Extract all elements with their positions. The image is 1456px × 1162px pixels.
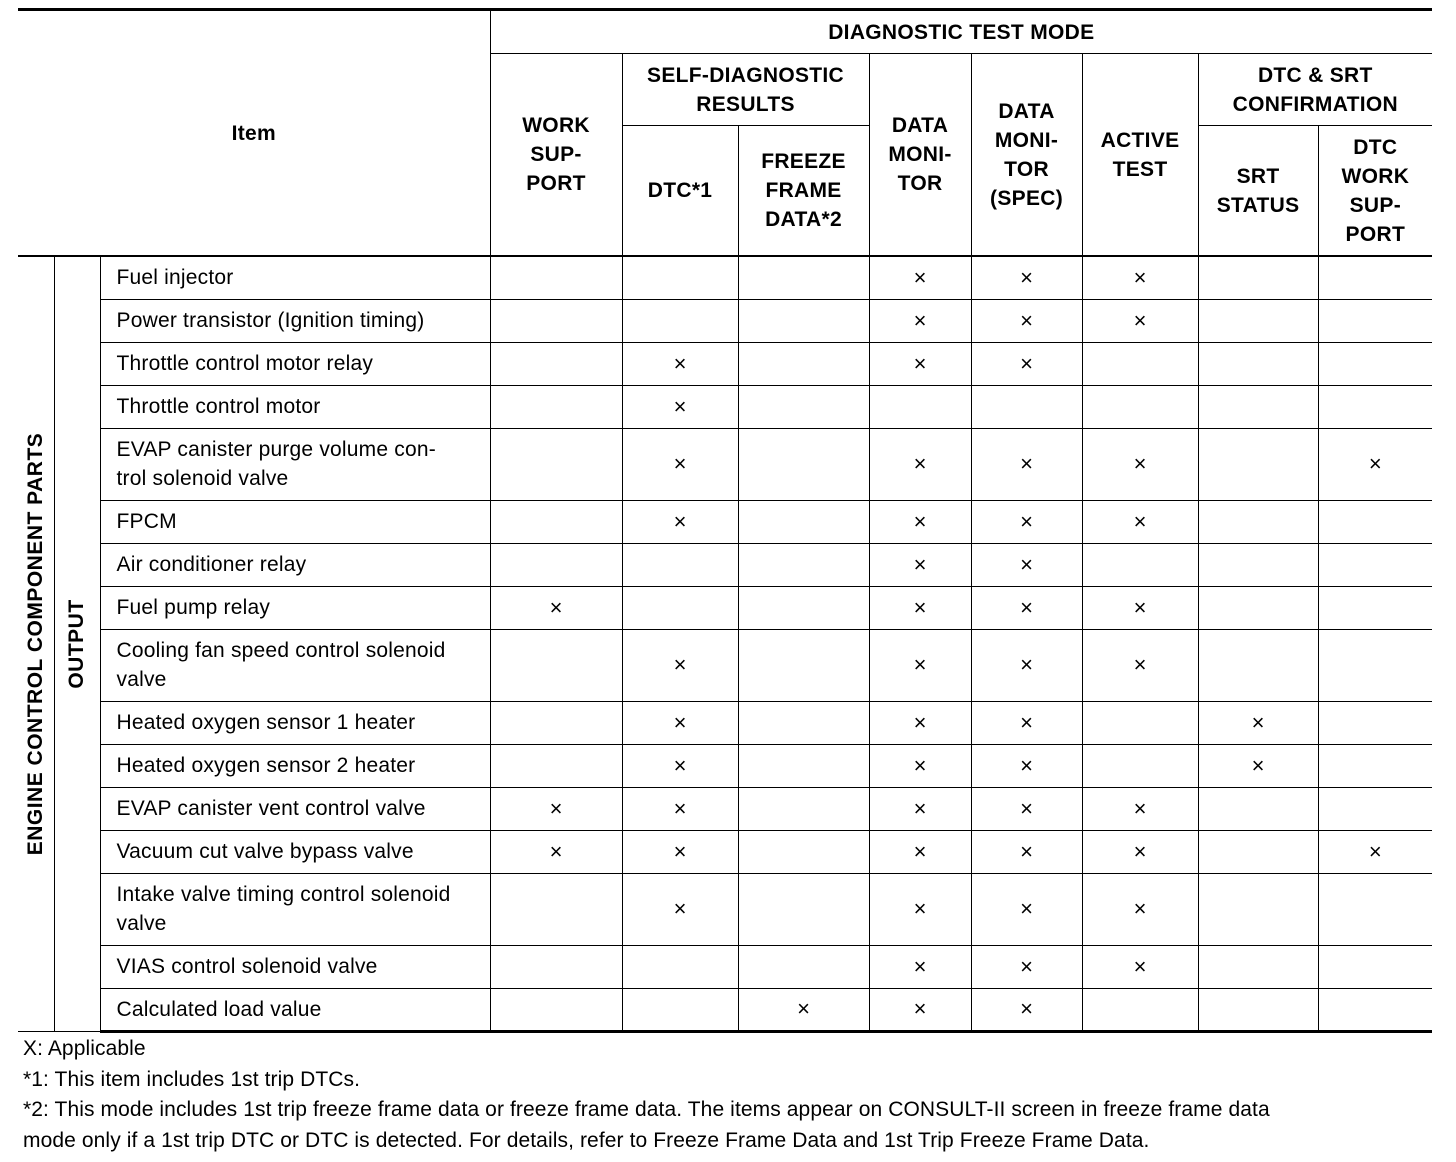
data-monitor-cell [869, 988, 971, 1031]
dtc-cell [622, 629, 738, 701]
item-name [100, 256, 490, 299]
applicable-mark: × [673, 896, 687, 921]
srt-status-cell [1198, 543, 1318, 586]
srt-status-cell [1198, 500, 1318, 543]
applicable-mark: × [1020, 551, 1033, 577]
dtc-work-support-cell [1318, 256, 1432, 299]
header-line: DATA [891, 114, 949, 137]
active-test-header [1082, 54, 1198, 257]
item-name [100, 744, 490, 787]
data-monitor-spec-cell [971, 988, 1082, 1031]
srt-status-cell [1198, 428, 1318, 500]
self-diagnostic-results-header [622, 54, 869, 126]
work-support-cell [490, 744, 622, 787]
applicable-mark: × [1020, 709, 1033, 735]
header-line: SELF-DIAGNOSTIC [647, 63, 845, 87]
dtc-work-support-cell [1318, 500, 1432, 543]
dtc-cell [622, 586, 738, 629]
dtc-work-support-cell [1318, 873, 1432, 945]
data-monitor-cell [869, 830, 971, 873]
table-row [18, 543, 1432, 586]
item-name-line: Heated oxygen sensor 1 heater [116, 711, 416, 734]
data-monitor-spec-cell [971, 543, 1082, 586]
freeze-frame-cell [738, 945, 869, 988]
work-support-cell [490, 787, 622, 830]
applicable-mark: × [1020, 896, 1033, 921]
applicable-mark: × [1020, 350, 1033, 376]
srt-status-cell [1198, 701, 1318, 744]
header-line: TOR [1004, 157, 1049, 181]
table-row [18, 342, 1432, 385]
freeze-frame-cell [738, 988, 869, 1031]
item-name-line: Cooling fan speed control solenoid [116, 639, 446, 662]
work-support-cell [490, 342, 622, 385]
item-name-line: VIAS control solenoid valve [116, 955, 378, 978]
freeze-frame-cell [738, 500, 869, 543]
srt-status-cell [1198, 830, 1318, 873]
data-monitor-cell [869, 385, 971, 428]
dtc-cell [622, 342, 738, 385]
header-line: TOR [897, 172, 943, 195]
active-test-cell [1082, 385, 1198, 428]
data-monitor-cell [869, 701, 971, 744]
item-name [100, 629, 490, 701]
active-test-cell [1082, 342, 1198, 385]
data-monitor-spec-header [971, 54, 1082, 257]
applicable-mark: × [1020, 652, 1033, 677]
data-monitor-cell [869, 787, 971, 830]
data-monitor-spec-cell [971, 744, 1082, 787]
work-support-cell [490, 873, 622, 945]
dtc-cell [622, 299, 738, 342]
item-name-line: valve [116, 668, 167, 691]
dtc-header: DTC*1 [622, 126, 738, 257]
applicable-mark: × [1020, 795, 1033, 821]
header-line: SRT [1236, 164, 1280, 188]
active-test-cell [1082, 586, 1198, 629]
applicable-mark: × [1251, 752, 1265, 778]
applicable-mark: × [1020, 752, 1033, 778]
applicable-mark: × [1020, 451, 1033, 476]
header-line: WORK [522, 114, 590, 137]
dtc-work-support-cell [1318, 701, 1432, 744]
work-support-cell [490, 945, 622, 988]
applicable-mark: × [1251, 709, 1265, 735]
header-line: SUP- [1349, 193, 1401, 217]
item-name [100, 988, 490, 1031]
srt-status-cell [1198, 988, 1318, 1031]
freeze-frame-cell [738, 586, 869, 629]
dtc-work-support-cell [1318, 787, 1432, 830]
table-row [18, 945, 1432, 988]
active-test-cell [1082, 500, 1198, 543]
subgroup-cell [54, 256, 100, 1031]
item-name-line: Throttle control motor [116, 395, 321, 418]
header-line: SUP- [530, 143, 582, 166]
diagnostic-mode-table [18, 8, 1432, 1033]
srt-status-cell [1198, 342, 1318, 385]
table-row [18, 500, 1432, 543]
header-line: DATA [998, 99, 1055, 123]
freeze-frame-cell [738, 428, 869, 500]
applicable-mark: × [1133, 953, 1147, 979]
freeze-frame-cell [738, 701, 869, 744]
item-name-line: Heated oxygen sensor 2 heater [116, 754, 416, 777]
data-monitor-spec-cell [971, 385, 1082, 428]
applicable-mark: × [1020, 996, 1033, 1021]
item-name [100, 500, 490, 543]
work-support-cell [490, 629, 622, 701]
header-line: TEST [1112, 157, 1168, 181]
data-monitor-spec-cell [971, 342, 1082, 385]
work-support-cell [490, 500, 622, 543]
item-name-line: FPCM [116, 510, 177, 533]
dtc-work-support-cell [1318, 586, 1432, 629]
header-line: (SPEC) [990, 186, 1064, 210]
item-name [100, 787, 490, 830]
applicable-mark: × [1020, 838, 1033, 864]
applicable-mark: × [1133, 451, 1147, 476]
header-line: RESULTS [696, 92, 795, 116]
dtc-work-support-header [1318, 126, 1432, 257]
applicable-mark: × [549, 838, 563, 864]
data-monitor-cell [869, 342, 971, 385]
dtc-work-support-cell [1318, 342, 1432, 385]
data-monitor-cell [869, 256, 971, 299]
applicable-mark: × [549, 795, 563, 821]
data-monitor-spec-cell [971, 629, 1082, 701]
applicable-mark: × [913, 264, 927, 290]
applicable-mark: × [913, 451, 927, 476]
data-monitor-header [869, 54, 971, 257]
group-label: ENGINE CONTROL COMPONENT PARTS [23, 432, 47, 856]
active-test-cell [1082, 744, 1198, 787]
data-monitor-cell [869, 586, 971, 629]
applicable-mark: × [913, 594, 927, 620]
freeze-frame-cell [738, 543, 869, 586]
table-row [18, 256, 1432, 299]
work-support-header [490, 54, 622, 257]
srt-status-cell [1198, 256, 1318, 299]
freeze-frame-header [738, 126, 869, 257]
freeze-frame-cell [738, 787, 869, 830]
work-support-cell [490, 543, 622, 586]
srt-status-cell [1198, 385, 1318, 428]
table-row [18, 744, 1432, 787]
note-applicable: X: Applicable [23, 1037, 146, 1060]
table-row [18, 629, 1432, 701]
freeze-frame-cell [738, 256, 869, 299]
applicable-mark: × [673, 838, 687, 864]
header-line: PORT [526, 172, 586, 195]
work-support-cell [490, 299, 622, 342]
applicable-mark: × [913, 350, 927, 376]
dtc-cell [622, 256, 738, 299]
srt-status-cell [1198, 629, 1318, 701]
dtc-cell [622, 385, 738, 428]
applicable-mark: × [913, 652, 927, 677]
data-monitor-cell [869, 629, 971, 701]
item-name-line: Vacuum cut valve bypass valve [116, 840, 414, 863]
applicable-mark: × [673, 652, 687, 677]
data-monitor-cell [869, 744, 971, 787]
item-name [100, 873, 490, 945]
data-monitor-cell [869, 543, 971, 586]
dtc-work-support-cell [1318, 385, 1432, 428]
applicable-mark: × [1133, 264, 1147, 290]
applicable-mark: × [1133, 594, 1147, 620]
work-support-cell [490, 256, 622, 299]
srt-status-cell [1198, 586, 1318, 629]
note-2-line-1: *2: This mode includes 1st trip freeze frame data or freeze frame data. The items appear on CONSULT-II screen in freeze frame data [23, 1098, 1270, 1121]
applicable-mark: × [1133, 795, 1147, 821]
table-row [18, 586, 1432, 629]
applicable-mark: × [913, 996, 927, 1021]
data-monitor-cell [869, 428, 971, 500]
applicable-mark: × [673, 795, 687, 821]
dtc-work-support-cell [1318, 629, 1432, 701]
table-body [18, 256, 1432, 1031]
item-name-line: Power transistor (Ignition timing) [116, 309, 425, 332]
srt-status-header [1198, 126, 1318, 257]
applicable-mark: × [673, 508, 687, 534]
freeze-frame-cell [738, 873, 869, 945]
applicable-mark: × [913, 795, 927, 821]
dtc-cell [622, 701, 738, 744]
table-row [18, 701, 1432, 744]
freeze-frame-cell [738, 744, 869, 787]
srt-status-cell [1198, 787, 1318, 830]
header-line: DATA*2 [765, 208, 842, 231]
applicable-mark: × [549, 594, 563, 620]
dtc-cell [622, 543, 738, 586]
data-monitor-spec-cell [971, 299, 1082, 342]
applicable-mark: × [1368, 838, 1382, 864]
applicable-mark: × [673, 350, 687, 376]
header-line: FREEZE [761, 150, 846, 173]
item-name-line: Fuel pump relay [116, 596, 271, 619]
work-support-cell [490, 701, 622, 744]
header-line: WORK [1341, 164, 1410, 188]
applicable-mark: × [913, 709, 927, 735]
item-name [100, 342, 490, 385]
freeze-frame-cell [738, 299, 869, 342]
applicable-mark: × [673, 752, 687, 778]
active-test-cell [1082, 428, 1198, 500]
header-line: DTC [1353, 135, 1398, 159]
work-support-cell [490, 428, 622, 500]
data-monitor-cell [869, 299, 971, 342]
item-name-line: Throttle control motor relay [116, 352, 374, 375]
group-cell [18, 256, 54, 1031]
note-2-line-2: mode only if a 1st trip DTC or DTC is detected. For details, refer to Freeze Frame Data and 1st Trip Freeze Frame Data. [23, 1128, 1150, 1152]
srt-status-cell [1198, 873, 1318, 945]
data-monitor-spec-cell [971, 428, 1082, 500]
table-row [18, 787, 1432, 830]
applicable-mark: × [913, 953, 927, 979]
item-name-line: Fuel injector [116, 266, 234, 290]
dtc-cell [622, 945, 738, 988]
applicable-mark: × [913, 508, 927, 534]
header-line: MONI- [888, 143, 952, 166]
data-monitor-cell [869, 873, 971, 945]
active-test-cell [1082, 543, 1198, 586]
data-monitor-spec-cell [971, 256, 1082, 299]
table-row [18, 299, 1432, 342]
active-test-cell [1082, 629, 1198, 701]
item-name-line: valve [116, 912, 167, 935]
work-support-cell [490, 385, 622, 428]
work-support-cell [490, 586, 622, 629]
table-row [18, 873, 1432, 945]
item-name-line: Calculated load value [116, 997, 322, 1021]
data-monitor-spec-cell [971, 586, 1082, 629]
item-name-line: EVAP canister purge volume con- [116, 438, 436, 461]
applicable-mark: × [1133, 307, 1147, 333]
dtc-work-support-cell [1318, 543, 1432, 586]
item-name-line: Intake valve timing control solenoid [116, 883, 451, 906]
item-name [100, 945, 490, 988]
active-test-cell [1082, 873, 1198, 945]
data-monitor-cell [869, 945, 971, 988]
data-monitor-spec-cell [971, 830, 1082, 873]
applicable-mark: × [1020, 953, 1033, 979]
active-test-cell [1082, 830, 1198, 873]
srt-status-cell [1198, 744, 1318, 787]
subgroup-label: OUTPUT [65, 599, 88, 689]
active-test-cell [1082, 787, 1198, 830]
data-monitor-spec-cell [971, 873, 1082, 945]
note-2 [23, 1095, 1433, 1156]
header-line: ACTIVE [1100, 128, 1180, 152]
item-name-line: Air conditioner relay [116, 553, 307, 576]
item-name-line: trol solenoid valve [116, 467, 289, 490]
item-name [100, 830, 490, 873]
applicable-mark: × [1133, 652, 1147, 677]
applicable-mark: × [1133, 508, 1147, 534]
dtc-cell [622, 500, 738, 543]
applicable-mark: × [673, 393, 687, 419]
applicable-mark: × [913, 307, 927, 333]
item-name [100, 586, 490, 629]
applicable-mark: × [1368, 451, 1382, 476]
data-monitor-cell [869, 500, 971, 543]
srt-status-cell [1198, 945, 1318, 988]
dtc-cell [622, 428, 738, 500]
dtc-srt-confirmation-header [1198, 54, 1432, 126]
diagnostic-test-mode-header: DIAGNOSTIC TEST MODE [490, 10, 1432, 54]
applicable-mark: × [1133, 838, 1147, 864]
header-line: DTC & SRT [1257, 63, 1373, 87]
data-monitor-spec-cell [971, 945, 1082, 988]
applicable-mark: × [913, 551, 927, 577]
dtc-cell [622, 830, 738, 873]
freeze-frame-cell [738, 830, 869, 873]
work-support-cell [490, 830, 622, 873]
table-row [18, 385, 1432, 428]
dtc-cell [622, 744, 738, 787]
item-name [100, 299, 490, 342]
dtc-work-support-cell [1318, 988, 1432, 1031]
item-header: Item [18, 10, 490, 257]
header-line: STATUS [1216, 193, 1300, 217]
header-line: MONI- [994, 128, 1059, 152]
active-test-cell [1082, 701, 1198, 744]
applicable-mark: × [913, 896, 927, 921]
data-monitor-spec-cell [971, 787, 1082, 830]
header-line: CONFIRMATION [1232, 92, 1398, 116]
applicable-mark: × [797, 996, 810, 1021]
table-row [18, 830, 1432, 873]
applicable-mark: × [1020, 307, 1033, 333]
applicable-mark: × [1020, 508, 1033, 534]
applicable-mark: × [1133, 896, 1147, 921]
item-name [100, 385, 490, 428]
freeze-frame-cell [738, 385, 869, 428]
dtc-work-support-cell [1318, 945, 1432, 988]
applicable-mark: × [673, 451, 687, 476]
applicable-mark: × [1020, 264, 1033, 290]
applicable-mark: × [913, 838, 927, 864]
item-name-line: EVAP canister vent control valve [116, 797, 426, 820]
applicable-mark: × [1020, 594, 1033, 620]
dtc-work-support-cell [1318, 428, 1432, 500]
dtc-cell [622, 873, 738, 945]
srt-status-cell [1198, 299, 1318, 342]
dtc-work-support-cell [1318, 744, 1432, 787]
header-line: FRAME [765, 179, 842, 202]
applicable-mark: × [673, 709, 687, 735]
active-test-cell [1082, 945, 1198, 988]
active-test-cell [1082, 299, 1198, 342]
dtc-work-support-cell [1318, 299, 1432, 342]
freeze-frame-cell [738, 629, 869, 701]
dtc-work-support-cell [1318, 830, 1432, 873]
data-monitor-spec-cell [971, 500, 1082, 543]
freeze-frame-cell [738, 342, 869, 385]
footnotes [23, 1034, 1433, 1156]
table-row [18, 988, 1432, 1031]
work-support-cell [490, 988, 622, 1031]
active-test-cell [1082, 988, 1198, 1031]
header-line: PORT [1345, 222, 1406, 246]
item-name [100, 428, 490, 500]
note-1: *1: This item includes 1st trip DTCs. [23, 1067, 361, 1091]
dtc-cell [622, 787, 738, 830]
active-test-cell [1082, 256, 1198, 299]
item-name [100, 543, 490, 586]
applicable-mark: × [913, 752, 927, 778]
table-header [18, 10, 1432, 257]
item-name [100, 701, 490, 744]
table-row [18, 428, 1432, 500]
data-monitor-spec-cell [971, 701, 1082, 744]
dtc-cell [622, 988, 738, 1031]
